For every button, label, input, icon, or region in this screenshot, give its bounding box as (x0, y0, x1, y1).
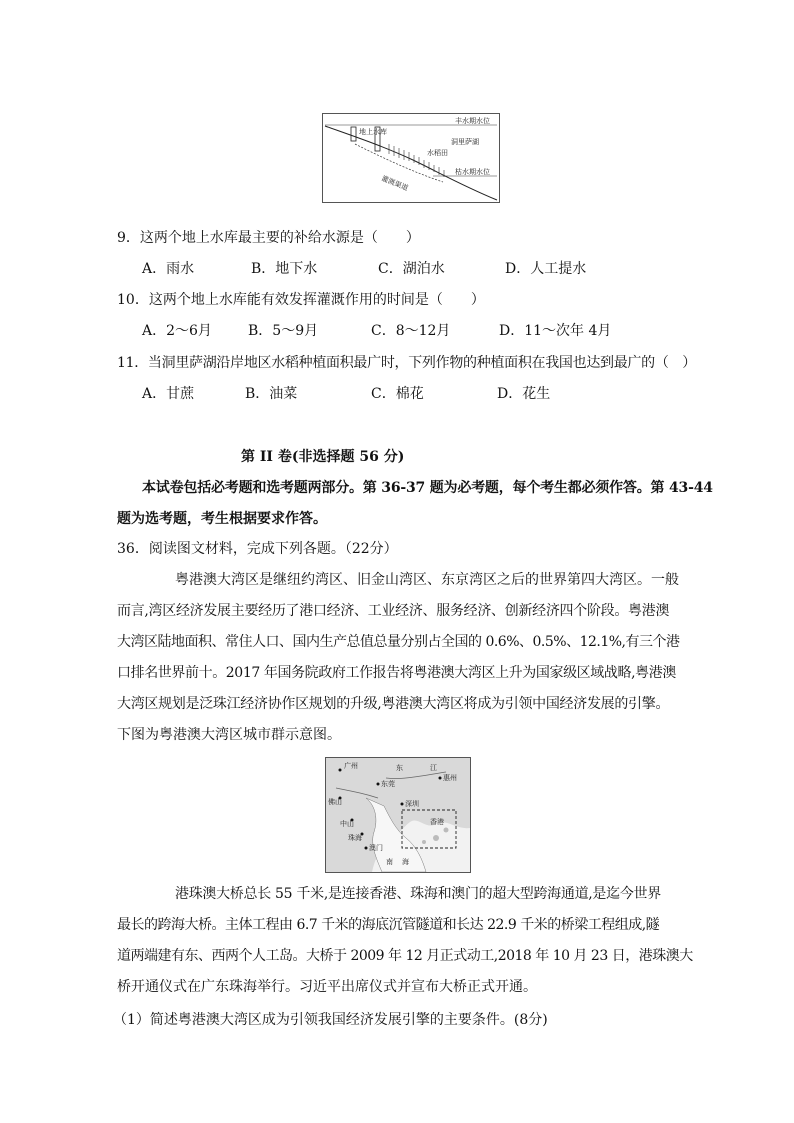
para2-line-3: 道两端建有东、西两个人工岛。大桥于 2009 年 12 月正式动工,2018 年 10 月 23 日，港珠澳大 (117, 948, 693, 964)
cross-section-svg (323, 114, 499, 202)
para2-line-4: 桥开通仪式在广东珠海举行。习近平出席仪式并宣布大桥正式开通。 (117, 979, 537, 995)
island-2 (422, 840, 426, 844)
hongkong-label: 香港 (430, 818, 444, 826)
river-label-1: 东 (396, 764, 403, 772)
q9-option-b: B．地下水 (251, 261, 318, 277)
canal-label: 灌溉渠道 (380, 174, 410, 193)
section-2-instruction-1: 本试卷包括必考题和选考题两部分。第 36-37 题为必考题，每个考生都必须作答。第 43-44 (142, 480, 713, 496)
low-water-label: 枯水期水位 (455, 168, 490, 176)
section-2-instruction-2: 题为选考题，考生根据要求作答。 (117, 511, 327, 527)
reservoir-cross-section-figure (322, 113, 500, 203)
para1-line-3: 大湾区陆地面积、常住人口、国内生产总值总量分别占全国的 0.6%、0.5%、12.1%,有三个港 (117, 634, 680, 650)
shenzhen-label: 深圳 (405, 800, 419, 808)
para1-line-2: 而言,湾区经济发展主要经历了港口经济、工业经济、服务经济、创新经济四个阶段。粤港澳 (117, 603, 670, 619)
shenzhen-marker (401, 803, 404, 806)
question-10: 10．这两个地上水库能有效发挥灌溉作用的时间是（ ） (117, 292, 485, 308)
q10-option-a: A．2～6月 (142, 323, 212, 339)
sea-label-2: 海 (402, 858, 409, 866)
sea-label-1: 南 (386, 858, 393, 866)
para2-line-1: 港珠澳大桥总长 55 千米,是连接香港、珠海和澳门的超大型跨海通道,是迄今世界 (175, 886, 661, 902)
guangzhou-label: 广州 (344, 762, 358, 770)
para1-line-1: 粤港澳大湾区是继纽约湾区、旧金山湾区、东京湾区之后的世界第四大湾区。一般 (175, 572, 679, 588)
q10-option-b: B．5～9月 (248, 323, 319, 339)
question-36-header: 36．阅读图文材料，完成下列各题。（22分） (117, 541, 398, 557)
dongguan-marker (377, 783, 380, 786)
high-water-label: 丰水期水位 (455, 117, 490, 125)
bay-area-map-figure (325, 757, 471, 873)
macau-label: 澳门 (369, 844, 383, 852)
paddy-label: 水稻田 (427, 149, 448, 157)
reservoir-label: 地上水库 (359, 128, 387, 136)
huizhou-label: 惠州 (443, 774, 457, 782)
para2-line-2: 最长的跨海大桥。主体工程由 6.7 千米的海底沉管隧道和长达 22.9 千米的桥梁工程组成,隧 (117, 917, 660, 933)
river-label-2: 江 (430, 764, 437, 772)
para1-line-4: 口排名世界前十。2017 年国务院政府工作报告将粤港澳大湾区上升为国家级区域战略,粤港澳 (117, 665, 676, 681)
q9-option-d: D．人工提水 (505, 261, 587, 277)
bay-area-map-svg (326, 758, 470, 872)
island-1 (433, 835, 439, 841)
q36-paragraph-1 (117, 565, 687, 751)
q36-subquestion-1: （1）简述粤港澳大湾区成为引领我国经济发展引擎的主要条件。(8分) (113, 1012, 548, 1028)
island-3 (444, 828, 449, 833)
q10-option-c: C．8～12月 (371, 323, 451, 339)
q36-paragraph-2 (117, 879, 693, 1003)
para1-line-6: 下图为粤港澳大湾区城市群示意图。 (117, 727, 341, 743)
reservoir-wall-1 (351, 127, 356, 141)
section-2-title: 第 II 卷(非选择题 56 分) (241, 449, 405, 465)
foshan-label: 佛山 (328, 798, 342, 806)
lake-label: 洞里萨湖 (451, 138, 479, 146)
q10-option-d: D．11～次年 4月 (499, 323, 612, 339)
q11-option-b: B．油菜 (245, 386, 298, 402)
q11-option-c: C．棉花 (371, 386, 424, 402)
question-11: 11．当洞里萨湖沿岸地区水稻种植面积最广时，下列作物的种植面积在我国也达到最广的（ ） (117, 355, 696, 371)
macau-marker (365, 847, 368, 850)
huizhou-marker (439, 777, 442, 780)
guangzhou-marker (339, 769, 342, 772)
para1-line-5: 大湾区规划是泛珠江经济协作区规划的升级,粤港澳大湾区将成为引领中国经济发展的引擎。 (117, 696, 670, 712)
dongguan-label: 东莞 (381, 780, 395, 788)
zhongshan-label: 中山 (340, 820, 354, 828)
q9-option-a: A．雨水 (142, 261, 195, 277)
question-9: 9．这两个地上水库最主要的补给水源是（ ） (117, 230, 420, 246)
q9-option-c: C．湖泊水 (378, 261, 445, 277)
q11-option-a: A．甘蔗 (142, 386, 195, 402)
zhuhai-label: 珠海 (348, 834, 362, 842)
q11-option-d: D．花生 (497, 386, 551, 402)
